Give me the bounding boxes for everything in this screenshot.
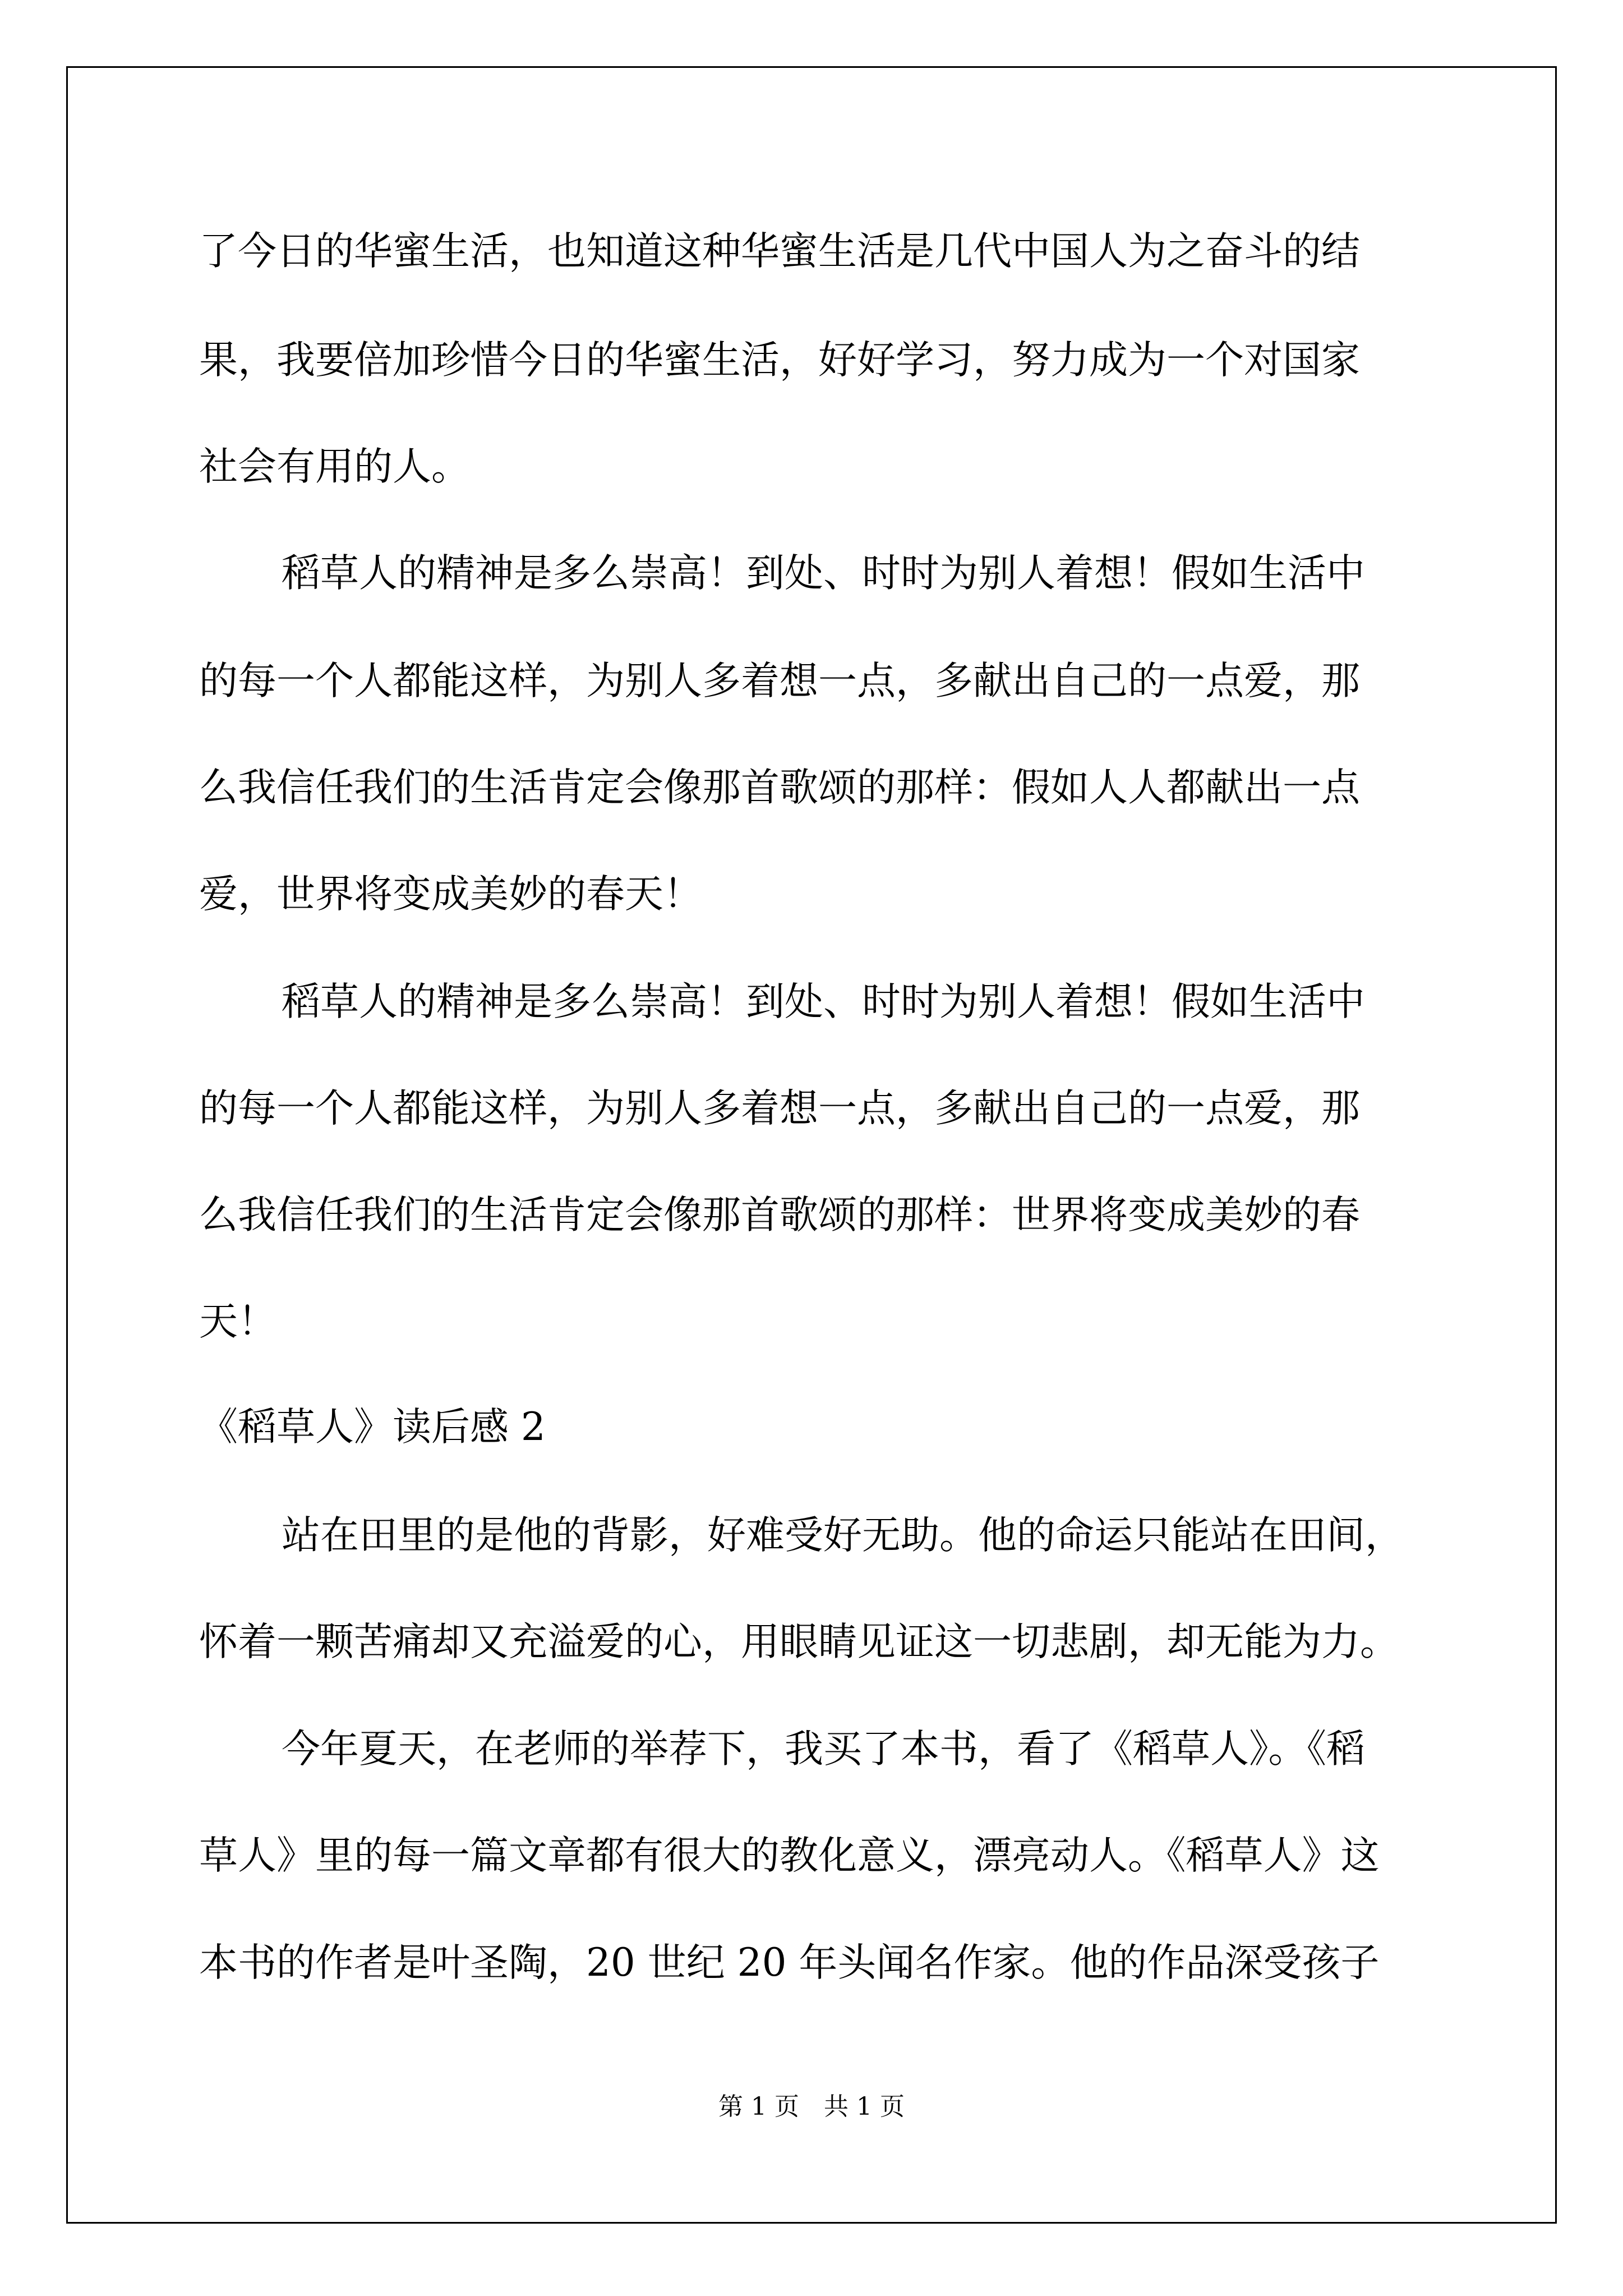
page-number-footer: 第 1 页 共 1 页: [718, 2092, 905, 2121]
text-line: 草人》里的每一篇文章都有很大的教化意义，漂亮动人。《稻草人》这: [199, 1833, 1380, 1878]
text-line: 本书的作者是叶圣陶，20 世纪 20 年头闻名作家。他的作品深受孩子: [199, 1940, 1380, 1985]
paragraph-first-line: 站在田里的是他的背影，好难受好无助。他的命运只能站在田间，: [282, 1513, 1404, 1558]
page-border: [66, 66, 1557, 2224]
text-line: 天！: [199, 1299, 276, 1344]
text-line: 爱，世界将变成美妙的春天！: [199, 872, 702, 917]
section-heading: 《稻草人》读后感 2: [199, 1405, 546, 1450]
paragraph-first-line: 今年夏天，在老师的举荐下，我买了本书，看了《稻草人》。《稻: [282, 1727, 1365, 1772]
text-line: 的每一个人都能这样，为别人多着想一点，多献出自己的一点爱，那: [199, 659, 1360, 703]
text-line: 果，我要倍加珍惜今日的华蜜生活，好好学习，努力成为一个对国家: [199, 338, 1360, 383]
text-line: 怀着一颗苦痛却又充溢爱的心，用眼睛见证这一切悲剧，却无能为力。: [199, 1619, 1399, 1664]
paragraph-first-line: 稻草人的精神是多么崇高！到处、时时为别人着想！假如生活中: [282, 979, 1365, 1024]
text-line: 社会有用的人。: [199, 444, 470, 489]
text-line: 了今日的华蜜生活，也知道这种华蜜生活是几代中国人为之奋斗的结: [199, 229, 1360, 274]
text-line: 么我信任我们的生活肯定会像那首歌颂的那样：世界将变成美妙的春: [199, 1193, 1360, 1237]
text-line: 的每一个人都能这样，为别人多着想一点，多献出自己的一点爱，那: [199, 1086, 1360, 1131]
paragraph-first-line: 稻草人的精神是多么崇高！到处、时时为别人着想！假如生活中: [282, 551, 1365, 596]
text-line: 么我信任我们的生活肯定会像那首歌颂的那样：假如人人都献出一点: [199, 765, 1360, 810]
